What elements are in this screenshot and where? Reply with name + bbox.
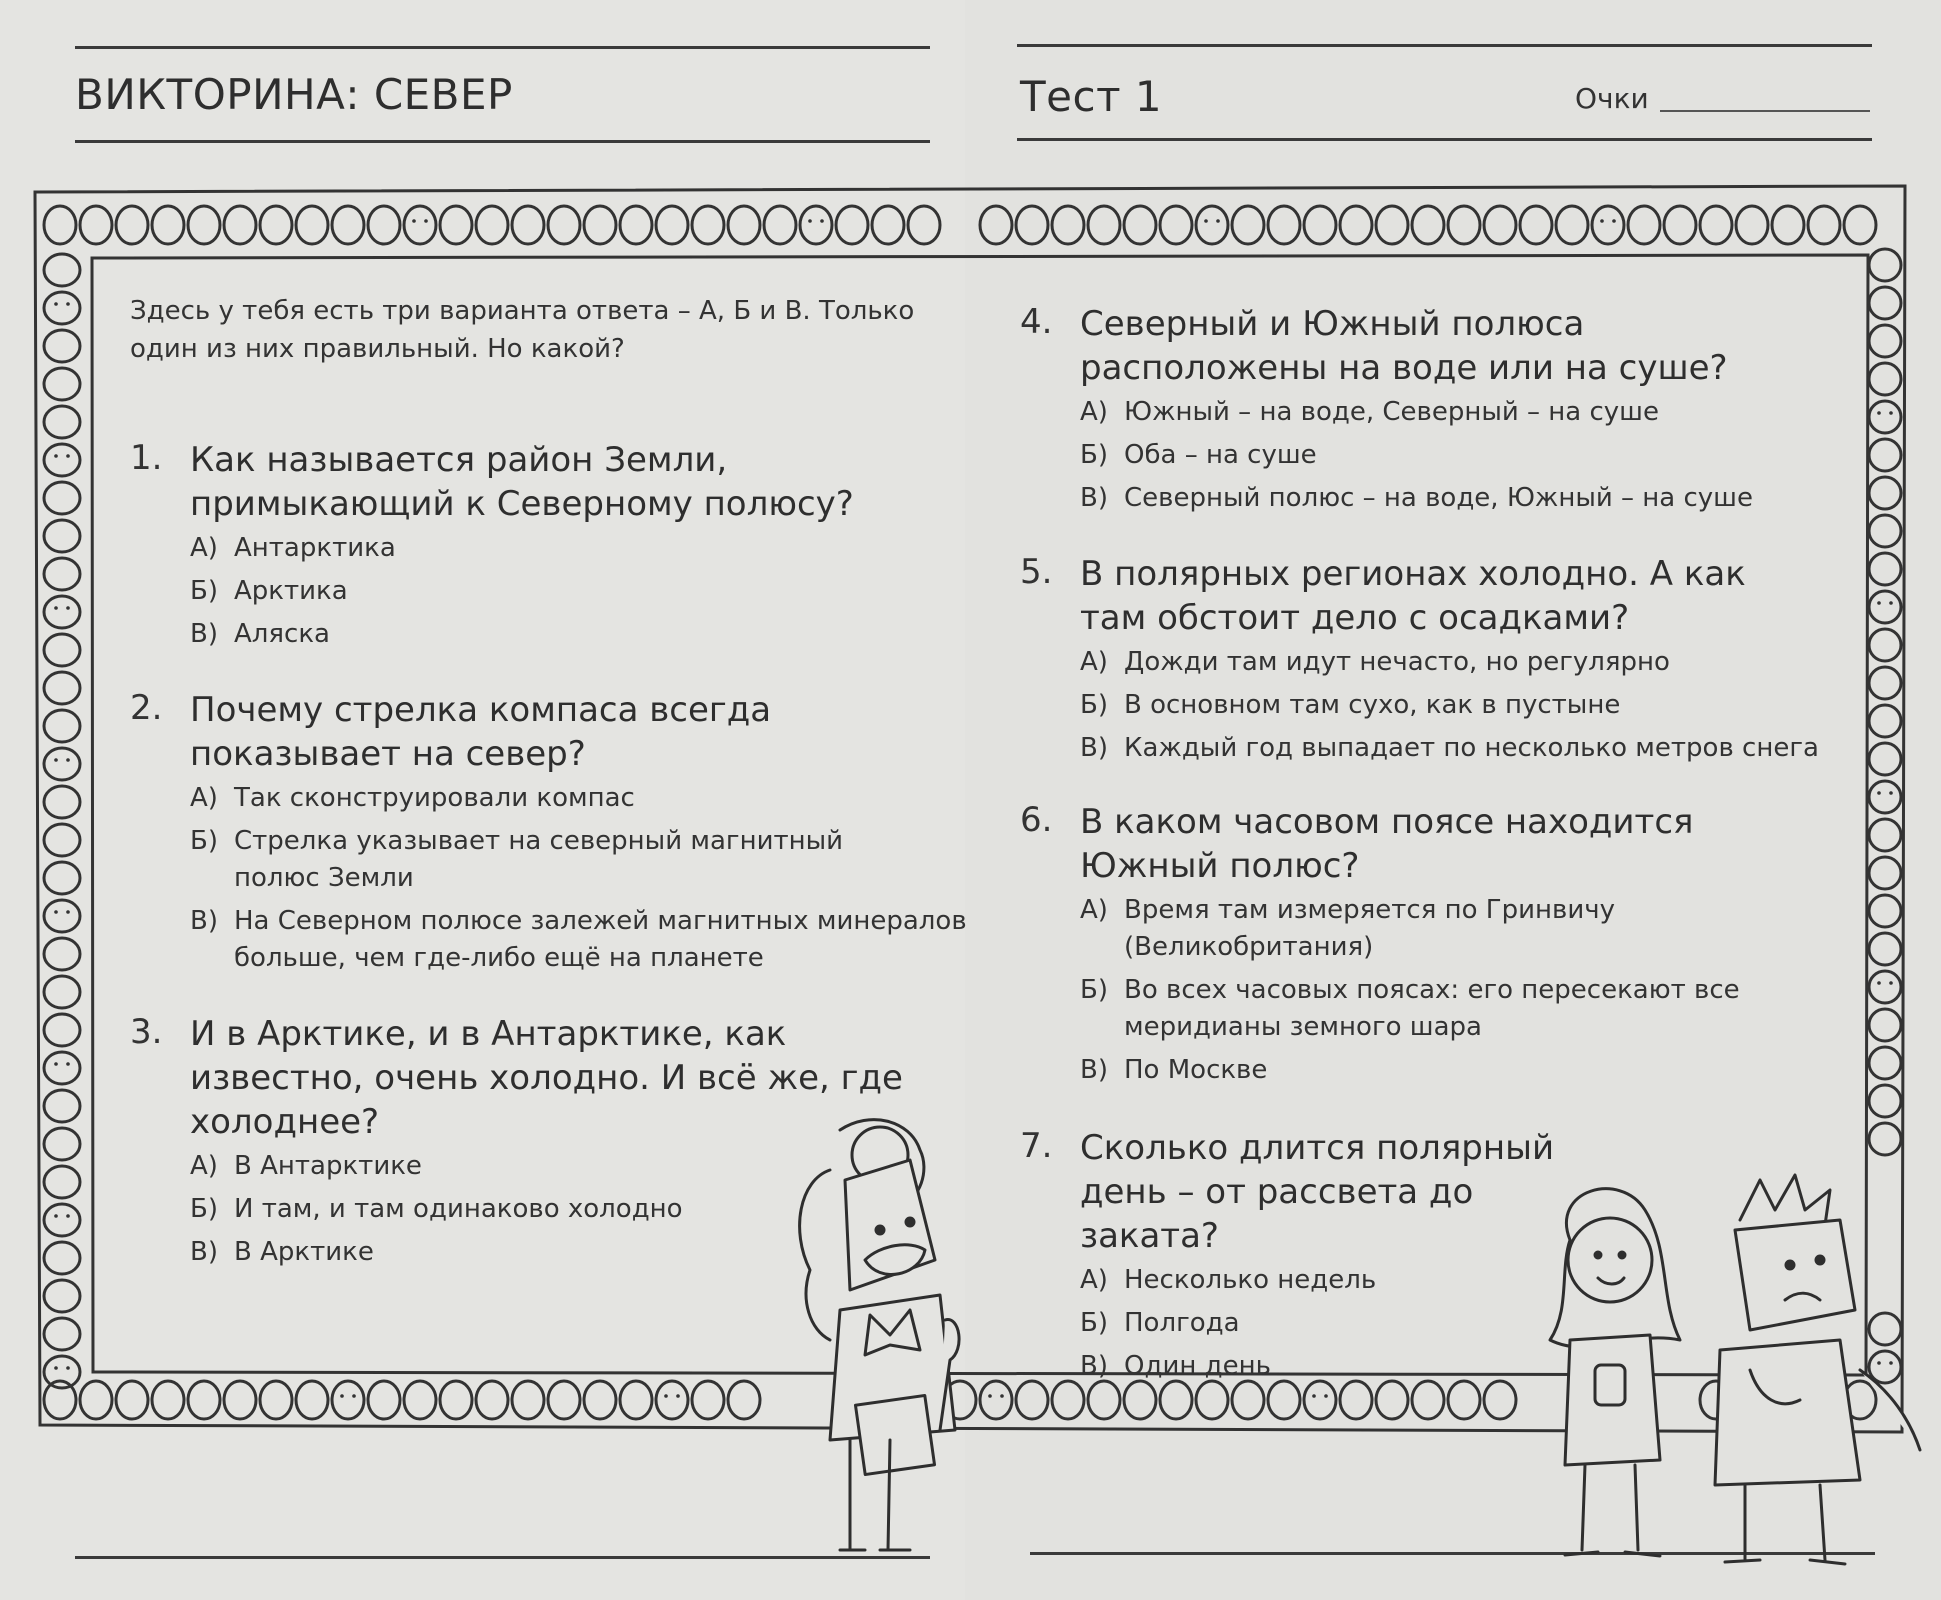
frame-bubble: [1869, 1047, 1901, 1079]
question-number: 4.: [1020, 302, 1053, 342]
frame-bubble: [476, 1381, 508, 1419]
option-text: Так сконструировали компас: [234, 783, 635, 813]
frame-bubble: [1869, 553, 1901, 585]
bubble-face-eye: [66, 910, 70, 914]
question-5: [1020, 552, 1850, 773]
option-letter: Б): [190, 1194, 218, 1224]
option-text: В Арктике: [234, 1237, 374, 1267]
option-list: [1080, 644, 1850, 767]
bubble-face-eye: [1612, 219, 1616, 223]
option-b: [1080, 687, 1850, 724]
question-text: Почему стрелка компаса всегда показывает на север?: [190, 690, 772, 774]
frame-bubble: [404, 1381, 436, 1419]
bubble-face-eye: [54, 454, 58, 458]
bubble-face-eye: [1877, 601, 1881, 605]
frame-bubble: [692, 1381, 724, 1419]
frame-bubble: [1844, 206, 1876, 244]
frame-bubble: [1869, 895, 1901, 927]
frame-bubble: [80, 1381, 112, 1419]
frame-bubble: [44, 368, 80, 400]
frame-bubble: [1869, 819, 1901, 851]
option-text: Стрелка указывает на северный магнитный полюс Земли: [234, 826, 844, 893]
frame-bubble: [44, 482, 80, 514]
option-letter: В): [1080, 1055, 1108, 1085]
bubble-face-eye: [66, 1366, 70, 1370]
frame-bubble: [1869, 477, 1901, 509]
question-number: 7.: [1020, 1126, 1053, 1166]
option-text: Один день: [1124, 1351, 1271, 1381]
frame-bubble: [44, 900, 80, 932]
frame-bubble: [728, 206, 760, 244]
frame-bubble: [44, 1128, 80, 1160]
option-text: И там, и там одинаково холодно: [234, 1194, 683, 1224]
option-a: [1080, 892, 1724, 966]
option-c: [190, 903, 974, 977]
frame-bubble: [1088, 206, 1120, 244]
bubble-face-eye: [54, 1214, 58, 1218]
option-letter: А): [190, 1151, 218, 1181]
intro-text: Здесь у тебя есть три варианта ответа – А, Б и В. Только один из них правильный. Но какой?: [130, 296, 915, 364]
frame-bubble: [1869, 325, 1901, 357]
bubble-face-eye: [54, 910, 58, 914]
question-text: И в Арктике, и в Антарктике, как известно, очень холодно. И всё же, где холоднее?: [190, 1014, 903, 1142]
question-text: Сколько длится полярный день – от рассвета до заката?: [1080, 1128, 1555, 1256]
frame-bubble: [1869, 249, 1901, 281]
frame-bubble: [1869, 363, 1901, 395]
frame-bubble: [440, 1381, 472, 1419]
option-b: [1080, 972, 1814, 1046]
frame-bubble: [1772, 206, 1804, 244]
option-text: Несколько недель: [1124, 1265, 1377, 1295]
bubble-face-eye: [66, 302, 70, 306]
question-text: Северный и Южный полюса расположены на воде или на суше?: [1080, 304, 1728, 388]
frame-bubble: [728, 1381, 760, 1419]
frame-bubble: [44, 520, 80, 552]
bubble-face-eye: [54, 606, 58, 610]
bubble-face-eye: [664, 1394, 668, 1398]
option-a: [190, 530, 930, 567]
frame-bubble: [584, 206, 616, 244]
frame-bubble: [1869, 971, 1901, 1003]
frame-bubble: [44, 596, 80, 628]
frame-bubble: [44, 710, 80, 742]
option-list: [1080, 394, 1840, 517]
option-letter: А): [190, 783, 218, 813]
option-list: [1080, 892, 1840, 1089]
frame-bubble: [44, 1280, 80, 1312]
frame-bubble: [44, 1356, 80, 1388]
frame-bubble: [980, 206, 1012, 244]
frame-bubble: [1869, 705, 1901, 737]
frame-bubble: [152, 1381, 184, 1419]
frame-bubble: [1869, 743, 1901, 775]
question-number: 3.: [130, 1012, 163, 1052]
question-6: [1020, 800, 1840, 1095]
bubble-face-eye: [676, 1394, 680, 1398]
frame-bubble: [44, 862, 80, 894]
bubble-face-eye: [988, 1394, 992, 1398]
frame-bubble: [1484, 206, 1516, 244]
option-letter: А): [1080, 1265, 1108, 1295]
bubble-face-eye: [1216, 219, 1220, 223]
frame-bubble: [332, 206, 364, 244]
bubble-face-eye: [352, 1394, 356, 1398]
frame-bubble: [80, 206, 112, 244]
frame-bubble: [1869, 629, 1901, 661]
bubble-face-eye: [66, 1062, 70, 1066]
score-label: Очки: [1575, 82, 1649, 115]
frame-bubble: [1556, 206, 1588, 244]
frame-bubble: [44, 206, 76, 244]
option-letter: В): [190, 1237, 218, 1267]
option-c: [1080, 730, 1850, 767]
bubble-face-eye: [1889, 791, 1893, 795]
frame-bubble: [1869, 1009, 1901, 1041]
question-text: В каком часовом поясе находится Южный полюс?: [1080, 802, 1694, 886]
option-letter: Б): [1080, 1308, 1108, 1338]
option-letter: В): [190, 619, 218, 649]
option-a: [1080, 394, 1840, 431]
frame-bubble: [1700, 206, 1732, 244]
option-c: [1080, 480, 1840, 517]
bubble-face-eye: [1000, 1394, 1004, 1398]
test-title: Тест 1: [1020, 72, 1163, 121]
frame-bubble: [656, 1381, 688, 1419]
bubble-face-eye: [1889, 601, 1893, 605]
frame-bubble: [512, 1381, 544, 1419]
frame-bubble: [44, 558, 80, 590]
bubble-face-eye: [54, 758, 58, 762]
frame-bubble: [1304, 206, 1336, 244]
option-text: Южный – на воде, Северный – на суше: [1124, 397, 1659, 427]
bubble-face-eye: [820, 219, 824, 223]
frame-bubble: [224, 1381, 256, 1419]
frame-bubble: [1808, 206, 1840, 244]
option-text: Аляска: [234, 619, 330, 649]
frame-bubble: [1869, 1085, 1901, 1117]
frame-bubble: [44, 1052, 80, 1084]
question-number: 2.: [130, 688, 163, 728]
question-number: 5.: [1020, 552, 1053, 592]
frame-bubble: [1628, 206, 1660, 244]
frame-bubble: [44, 1090, 80, 1122]
frame-bubble: [1520, 206, 1552, 244]
frame-bubble: [1869, 591, 1901, 623]
bubble-face-eye: [1877, 411, 1881, 415]
frame-bubble: [620, 206, 652, 244]
bubble-face-eye: [1324, 1394, 1328, 1398]
quiz-host-illustration-icon: [770, 1110, 970, 1570]
bubble-face-eye: [1600, 219, 1604, 223]
left-page-title: ВИКТОРИНА: СЕВЕР: [75, 70, 513, 119]
frame-bubble: [1160, 206, 1192, 244]
contestants-illustration-icon: [1510, 1160, 1930, 1580]
question-1: [130, 438, 930, 659]
frame-bubble: [512, 206, 544, 244]
frame-bubble: [800, 206, 832, 244]
frame-bubble: [1376, 206, 1408, 244]
frame-bubble: [548, 1381, 580, 1419]
frame-bubble: [44, 444, 80, 476]
option-text: Время там измеряется по Гринвичу (Великобритания): [1124, 895, 1616, 962]
frame-bubble: [1592, 206, 1624, 244]
bubble-face-eye: [340, 1394, 344, 1398]
option-letter: В): [1080, 733, 1108, 763]
frame-bubble: [44, 748, 80, 780]
frame-bubble: [44, 1014, 80, 1046]
frame-bubble: [44, 976, 80, 1008]
frame-bubble: [620, 1381, 652, 1419]
bubble-face-eye: [1889, 981, 1893, 985]
frame-bubble: [1869, 857, 1901, 889]
option-text: Арктика: [234, 576, 348, 606]
frame-bubble: [548, 206, 580, 244]
question-number: 1.: [130, 438, 163, 478]
question-4: [1020, 302, 1840, 523]
frame-bubble: [1869, 933, 1901, 965]
option-letter: Б): [190, 826, 218, 856]
option-text: Полгода: [1124, 1308, 1240, 1338]
frame-bubble: [44, 672, 80, 704]
option-letter: В): [1080, 483, 1108, 513]
bubble-face-eye: [66, 758, 70, 762]
frame-bubble: [872, 206, 904, 244]
question-2: [130, 688, 967, 983]
frame-bubble: [908, 206, 940, 244]
frame-bubble: [980, 1381, 1012, 1419]
bubble-face-eye: [1877, 791, 1881, 795]
frame-bubble: [44, 1318, 80, 1350]
option-a: [190, 780, 940, 817]
question-text: В полярных регионах холодно. А как там обстоит дело с осадками?: [1080, 554, 1746, 638]
option-b: [1080, 437, 1840, 474]
frame-bubble: [1196, 206, 1228, 244]
option-letter: Б): [1080, 440, 1108, 470]
option-letter: Б): [190, 576, 218, 606]
frame-bubble: [1869, 439, 1901, 471]
frame-bubble: [1016, 206, 1048, 244]
question-text: Как называется район Земли, примыкающий к Северному полюсу?: [190, 440, 854, 524]
option-c: [190, 616, 930, 653]
bubble-face-eye: [1204, 219, 1208, 223]
option-b: [190, 823, 874, 897]
frame-bubble: [1869, 287, 1901, 319]
bubble-face-eye: [54, 302, 58, 306]
frame-bubble: [260, 206, 292, 244]
option-letter: А): [1080, 647, 1108, 677]
frame-bubble: [1448, 206, 1480, 244]
bubble-face-eye: [54, 1062, 58, 1066]
frame-bubble: [368, 206, 400, 244]
option-letter: А): [1080, 397, 1108, 427]
frame-bubble: [296, 206, 328, 244]
frame-bubble: [1869, 515, 1901, 547]
bubble-face-eye: [1877, 981, 1881, 985]
frame-bubble: [44, 406, 80, 438]
frame-bubble: [1340, 206, 1372, 244]
option-letter: А): [190, 533, 218, 563]
frame-bubble: [44, 1204, 80, 1236]
frame-bubble: [1412, 206, 1444, 244]
option-text: В Антарктике: [234, 1151, 422, 1181]
option-text: Во всех часовых поясах: его пересекают все меридианы земного шара: [1124, 975, 1740, 1042]
frame-bubble: [44, 824, 80, 856]
bubble-face-eye: [1889, 411, 1893, 415]
frame-bubble: [224, 206, 256, 244]
option-text: Оба – на суше: [1124, 440, 1317, 470]
option-letter: В): [1080, 1351, 1108, 1381]
frame-bubble: [44, 938, 80, 970]
frame-bubble: [476, 206, 508, 244]
frame-bubble: [1052, 206, 1084, 244]
option-letter: В): [190, 906, 218, 936]
frame-bubble: [44, 292, 80, 324]
frame-bubble: [332, 1381, 364, 1419]
option-text: На Северном полюсе залежей магнитных минералов больше, чем где-либо ещё на планете: [234, 906, 967, 973]
option-text: Каждый год выпадает по несколько метров снега: [1124, 733, 1819, 763]
frame-bubble: [44, 1166, 80, 1198]
frame-bubble: [1232, 206, 1264, 244]
option-text: По Москве: [1124, 1055, 1268, 1085]
option-list: [190, 530, 930, 653]
option-list: [190, 780, 967, 977]
frame-bubble: [404, 206, 436, 244]
frame-bubble: [1869, 667, 1901, 699]
frame-bubble: [1736, 206, 1768, 244]
frame-bubble: [1869, 781, 1901, 813]
bubble-face-eye: [66, 454, 70, 458]
frame-bubble: [1664, 206, 1696, 244]
option-c: [1080, 1052, 1840, 1089]
frame-bubble: [656, 206, 688, 244]
frame-bubble: [44, 330, 80, 362]
frame-bubble: [1869, 1123, 1901, 1155]
frame-bubble: [764, 206, 796, 244]
frame-bubble: [1124, 206, 1156, 244]
frame-bubble: [44, 634, 80, 666]
option-letter: А): [1080, 895, 1108, 925]
bubble-face-eye: [808, 219, 812, 223]
frame-bubble: [44, 254, 80, 286]
option-letter: Б): [1080, 690, 1108, 720]
frame-bubble: [188, 1381, 220, 1419]
option-text: Антарктика: [234, 533, 396, 563]
frame-bubble: [44, 1242, 80, 1274]
bubble-face-eye: [424, 219, 428, 223]
frame-bubble: [44, 786, 80, 818]
frame-bubble: [440, 206, 472, 244]
frame-bubble: [836, 206, 868, 244]
option-text: Дожди там идут нечасто, но регулярно: [1124, 647, 1670, 677]
frame-bubble: [296, 1381, 328, 1419]
frame-bubble: [584, 1381, 616, 1419]
bubble-face-eye: [66, 1214, 70, 1218]
frame-bubble: [260, 1381, 292, 1419]
frame-bubble: [1268, 206, 1300, 244]
option-b: [190, 573, 930, 610]
frame-bubble: [188, 206, 220, 244]
option-letter: Б): [1080, 975, 1108, 1005]
frame-bubble: [116, 206, 148, 244]
bubble-face-eye: [54, 1366, 58, 1370]
bubble-face-eye: [1312, 1394, 1316, 1398]
frame-bubble: [1869, 401, 1901, 433]
frame-bubble: [116, 1381, 148, 1419]
bubble-face-eye: [66, 606, 70, 610]
frame-bubble: [692, 206, 724, 244]
option-a: [1080, 644, 1850, 681]
question-number: 6.: [1020, 800, 1053, 840]
option-text: Северный полюс – на воде, Южный – на суше: [1124, 483, 1753, 513]
bubble-face-eye: [412, 219, 416, 223]
frame-bubble: [368, 1381, 400, 1419]
option-text: В основном там сухо, как в пустыне: [1124, 690, 1621, 720]
frame-bubble: [152, 206, 184, 244]
